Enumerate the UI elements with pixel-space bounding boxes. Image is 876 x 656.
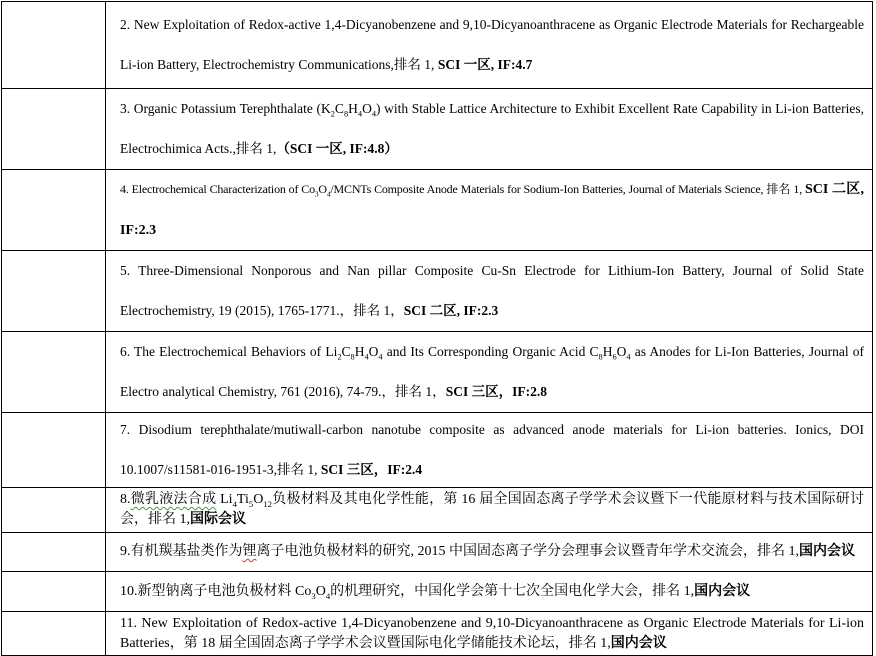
table-row xyxy=(2,488,872,533)
table-row xyxy=(2,332,872,413)
publication-cell xyxy=(106,89,872,169)
publication-text: 5. Three-Dimensional Nonporous and Nan pillar Composite Cu-Sn Electrode for Lithium-Ion Battery, Journal of Solid State Electrochemistry, 19 (2015), 1765-1771.，排名 1，SCI 二区, IF:2.3 xyxy=(120,263,864,318)
publication-text: 11. New Exploitation of Redox-active 1,4-Dicyanobenzene and 9,10-Dicyanoanthracene as Organic Electrode Materials for Li-ion Batteries，第 18 届全国固态离子学学术会议暨国际电化学储能技术论坛，排名 1,国内会议 xyxy=(120,615,864,651)
publication-text: 4. Electrochemical Characterization of $Co_3O_4$/MCNTs Composite Anode Materials for Sodium-Ion Batteries, Journal of Materials Science, 排名 1, SCI 二区, IF:2.3 xyxy=(120,182,864,238)
publication-cell xyxy=(106,533,872,571)
row-number-cell xyxy=(2,89,106,169)
row-number-cell xyxy=(2,413,106,487)
row-number-cell xyxy=(2,533,106,571)
publication-cell xyxy=(106,488,872,532)
table-row xyxy=(2,251,872,332)
publications-table xyxy=(1,1,873,656)
row-number-cell xyxy=(2,170,106,250)
publication-text: 7. Disodium terephthalate/mutiwall-carbon nanotube composite as advanced anode materials for Li-ion batteries. Ionics, DOI 10.1007/s11581-016-1951-3,排名 1, SCI 三区，IF:2.4 xyxy=(120,422,864,477)
publication-cell xyxy=(106,612,872,655)
row-number-cell xyxy=(2,251,106,331)
publication-text: 9.有机羰基盐类作为锂离子电池负极材料的研究, 2015 中国固态离子学分会理事会议暨青年学术交流会，排名 1,国内会议 xyxy=(120,544,855,559)
publication-text: 2. New Exploitation of Redox-active 1,4-Dicyanobenzene and 9,10-Dicyanoanthracene as Organic Electrode Materials for Rechargeable Li-ion Battery, Electrochemistry Communications,排名 1, SCI 一区, IF:4.7 xyxy=(120,17,864,72)
table-row xyxy=(2,533,872,572)
publication-cell xyxy=(106,251,872,331)
publication-text: 6. The Electrochemical Behaviors of $Li_2C_8H_4O_4$ and Its Corresponding Organic Acid $C_8H_6O_4$ as Anodes for Li-Ion Batteries, Journal of Electro analytical Chemistry, 761 (2016), 74-79.，排名 1，SCI 三区，IF:2.8 xyxy=(120,344,864,399)
publication-cell xyxy=(106,2,872,88)
publication-cell xyxy=(106,413,872,487)
publication-text: 3. Organic Potassium Terephthalate $(K_2C_8H_4O_4)$ with Stable Lattice Architecture to Exhibit Excellent Rate Capability in Li-ion Batteries, Electrochimica Acts.,排名 1,（SCI 一区, IF:4.8） xyxy=(120,101,865,156)
table-row xyxy=(2,170,872,251)
publication-cell xyxy=(106,170,872,250)
publication-text: 8.微乳液法合成 $Li_4Ti_5O_{12}$负极材料及其电化学性能，第 16 届全国固态离子学学术会议暨下一代能原材料与技术国际研讨会，排名 1,国际会议 xyxy=(120,492,865,527)
table-row xyxy=(2,2,872,89)
row-number-cell xyxy=(2,488,106,532)
row-number-cell xyxy=(2,332,106,412)
table-row xyxy=(2,612,872,655)
publication-cell xyxy=(106,572,872,611)
table-row xyxy=(2,413,872,488)
table-row xyxy=(2,89,872,170)
row-number-cell xyxy=(2,572,106,611)
publication-cell xyxy=(106,332,872,412)
row-number-cell xyxy=(2,2,106,88)
table-row xyxy=(2,572,872,612)
row-number-cell xyxy=(2,612,106,655)
publication-text: 10.新型钠离子电池负极材料 $Co_3O_4$的机理研究，中国化学会第十七次全国电化学大会，排名 1,国内会议 xyxy=(120,583,751,601)
